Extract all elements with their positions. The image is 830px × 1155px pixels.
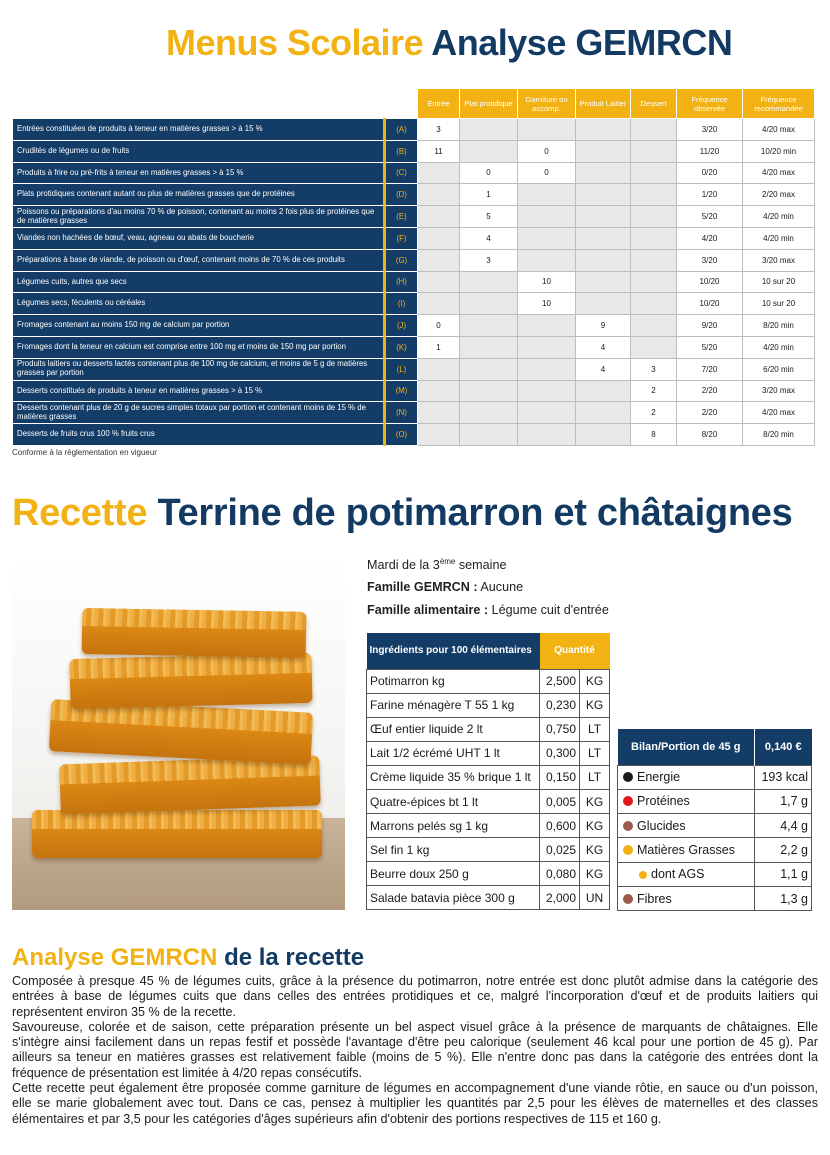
row-code: (G) bbox=[385, 249, 418, 271]
row-cell bbox=[418, 380, 460, 402]
row-code: (L) bbox=[385, 358, 418, 380]
ingredient-unit: LT bbox=[580, 765, 610, 789]
freq-observed: 1/20 bbox=[677, 184, 743, 206]
row-cell bbox=[518, 227, 576, 249]
conformity-note: Conforme à la réglementation en vigueur bbox=[12, 448, 157, 457]
ingredient-row bbox=[367, 765, 610, 789]
bilan-price: 0,140 € bbox=[755, 729, 812, 765]
bilan-nutrient: Matières Grasses bbox=[618, 838, 755, 862]
bullet-dot-icon bbox=[623, 894, 633, 904]
row-cell bbox=[460, 424, 518, 446]
ingredient-row bbox=[367, 741, 610, 765]
bilan-value: 1,1 g bbox=[755, 862, 812, 886]
bilan-row bbox=[618, 838, 812, 862]
bilan-row bbox=[618, 814, 812, 838]
ingredient-name: Quatre-épices bt 1 lt bbox=[367, 789, 540, 813]
row-cell bbox=[418, 206, 460, 228]
row-code: (K) bbox=[385, 336, 418, 358]
row-cell bbox=[576, 119, 631, 141]
recipe-title bbox=[12, 492, 792, 535]
freq-recommended: 4/20 min bbox=[743, 227, 815, 249]
freq-recommended: 8/20 min bbox=[743, 424, 815, 446]
row-cell bbox=[518, 184, 576, 206]
recipe-famille-gemrcn: Famille GEMRCN : Aucune bbox=[367, 580, 524, 594]
row-cell bbox=[418, 271, 460, 293]
ingredient-row bbox=[367, 669, 610, 693]
col-header: Fréquence recommandée bbox=[743, 89, 815, 119]
bilan-table bbox=[617, 729, 812, 911]
row-cell bbox=[518, 206, 576, 228]
row-cell: 4 bbox=[460, 227, 518, 249]
row-cell bbox=[518, 380, 576, 402]
row-cell bbox=[460, 358, 518, 380]
terrine-slice bbox=[49, 699, 313, 765]
freq-recommended: 6/20 min bbox=[743, 358, 815, 380]
ingredient-qty: 0,080 bbox=[540, 862, 580, 886]
freq-recommended: 4/20 max bbox=[743, 119, 815, 141]
row-cell bbox=[418, 358, 460, 380]
row-code: (N) bbox=[385, 402, 418, 424]
bilan-nutrient: dont AGS bbox=[618, 862, 755, 886]
row-cell bbox=[576, 249, 631, 271]
row-cell bbox=[518, 119, 576, 141]
ingredient-name: Potimarron kg bbox=[367, 669, 540, 693]
row-cell: 4 bbox=[576, 358, 631, 380]
row-cell bbox=[631, 293, 677, 315]
bilan-nutrient: Glucides bbox=[618, 814, 755, 838]
row-cell bbox=[631, 315, 677, 337]
row-description: Produits laitiers ou desserts lactés contenant plus de 100 mg de calcium, et moins de 5 g de matières grasses par portion bbox=[13, 358, 385, 380]
gemrcn-row bbox=[13, 184, 815, 206]
row-cell bbox=[576, 293, 631, 315]
row-description: Desserts constitués de produits à teneur en matières grasses > à 15 % bbox=[13, 380, 385, 402]
freq-observed: 9/20 bbox=[677, 315, 743, 337]
row-description: Poissons ou préparations d'au moins 70 % de poisson, contenant au moins 2 fois plus de protéines que de matières grasses bbox=[13, 206, 385, 228]
row-cell bbox=[518, 424, 576, 446]
row-code: (F) bbox=[385, 227, 418, 249]
gemrcn-row bbox=[13, 380, 815, 402]
ingredient-qty: 0,300 bbox=[540, 741, 580, 765]
freq-recommended: 4/20 min bbox=[743, 206, 815, 228]
ingredient-unit: LT bbox=[580, 741, 610, 765]
freq-recommended: 8/20 min bbox=[743, 315, 815, 337]
ingredient-name: Farine ménagère T 55 1 kg bbox=[367, 693, 540, 717]
recipe-photo bbox=[12, 560, 345, 910]
row-description: Viandes non hachées de bœuf, veau, agneau ou abats de boucherie bbox=[13, 227, 385, 249]
row-cell bbox=[576, 424, 631, 446]
freq-observed: 7/20 bbox=[677, 358, 743, 380]
freq-recommended: 10 sur 20 bbox=[743, 293, 815, 315]
ingredient-name: Sel fin 1 kg bbox=[367, 838, 540, 862]
row-cell bbox=[576, 162, 631, 184]
row-description: Produits à frire ou pré-frits à teneur en matières grasses > à 15 % bbox=[13, 162, 385, 184]
row-cell bbox=[576, 206, 631, 228]
analysis-title-part2: de la recette bbox=[224, 944, 365, 971]
row-description: Crudités de légumes ou de fruits bbox=[13, 140, 385, 162]
freq-observed: 3/20 bbox=[677, 119, 743, 141]
gemrcn-row bbox=[13, 424, 815, 446]
row-cell bbox=[418, 184, 460, 206]
row-cell bbox=[460, 271, 518, 293]
freq-observed: 3/20 bbox=[677, 249, 743, 271]
ingredient-unit: UN bbox=[580, 886, 610, 910]
freq-recommended: 10 sur 20 bbox=[743, 271, 815, 293]
row-cell bbox=[460, 402, 518, 424]
row-cell: 0 bbox=[460, 162, 518, 184]
row-cell: 5 bbox=[460, 206, 518, 228]
bullet-dot-icon bbox=[623, 821, 633, 831]
row-cell bbox=[460, 140, 518, 162]
gemrcn-row bbox=[13, 271, 815, 293]
bilan-nutrient: Fibres bbox=[618, 886, 755, 910]
row-cell bbox=[460, 315, 518, 337]
row-cell bbox=[631, 336, 677, 358]
row-cell: 3 bbox=[631, 358, 677, 380]
gemrcn-row bbox=[13, 336, 815, 358]
recipe-title-part2: Terrine de potimarron et châtaignes bbox=[157, 492, 793, 534]
recipe-day: Mardi de la 3ème semaine bbox=[367, 557, 507, 573]
recipe-famille-alimentaire: Famille alimentaire : Légume cuit d'entrée bbox=[367, 603, 609, 617]
row-code: (B) bbox=[385, 140, 418, 162]
row-cell: 10 bbox=[518, 293, 576, 315]
freq-observed: 5/20 bbox=[677, 206, 743, 228]
row-cell bbox=[631, 184, 677, 206]
bilan-row bbox=[618, 886, 812, 910]
ingredient-row bbox=[367, 789, 610, 813]
row-cell: 0 bbox=[418, 315, 460, 337]
freq-observed: 8/20 bbox=[677, 424, 743, 446]
row-description: Desserts de fruits crus 100 % fruits crus bbox=[13, 424, 385, 446]
row-cell bbox=[576, 380, 631, 402]
terrine-slice bbox=[69, 653, 312, 709]
row-cell bbox=[576, 402, 631, 424]
title-part1: Menus Scolaire bbox=[166, 22, 424, 63]
row-description: Entrées constituées de produits à teneur en matières grasses > à 15 % bbox=[13, 119, 385, 141]
row-cell bbox=[631, 119, 677, 141]
row-cell: 3 bbox=[460, 249, 518, 271]
gemrcn-row bbox=[13, 249, 815, 271]
row-cell bbox=[418, 162, 460, 184]
ingredient-qty: 2,500 bbox=[540, 669, 580, 693]
ingredient-name: Marrons pelés sg 1 kg bbox=[367, 814, 540, 838]
row-cell bbox=[460, 293, 518, 315]
freq-observed: 10/20 bbox=[677, 293, 743, 315]
freq-recommended: 4/20 min bbox=[743, 336, 815, 358]
row-cell bbox=[518, 402, 576, 424]
ingredient-name: Beurre doux 250 g bbox=[367, 862, 540, 886]
bullet-dot-icon bbox=[639, 871, 647, 879]
bilan-row bbox=[618, 765, 812, 789]
ingredient-row bbox=[367, 886, 610, 910]
quantity-header: Quantité bbox=[540, 633, 610, 669]
row-cell bbox=[631, 206, 677, 228]
ingredient-qty: 0,005 bbox=[540, 789, 580, 813]
row-cell bbox=[631, 249, 677, 271]
ingredient-qty: 0,230 bbox=[540, 693, 580, 717]
row-cell: 2 bbox=[631, 402, 677, 424]
analysis-paragraph: Composée à presque 45 % de légumes cuits, grâce à la présence du potimarron, notre entrée est donc plutôt admise dans la catégorie des entrées à base de légumes cuits que dans celles des entrées protidiques et ce, malgré l'incorporation d'œuf et de produits laitiers qui représentent environ 35 % de la recette. bbox=[12, 974, 818, 1019]
row-cell bbox=[418, 293, 460, 315]
gemrcn-table bbox=[12, 88, 815, 446]
row-cell: 10 bbox=[518, 271, 576, 293]
row-cell: 8 bbox=[631, 424, 677, 446]
col-header: Fréquence observée bbox=[677, 89, 743, 119]
freq-recommended: 3/20 max bbox=[743, 249, 815, 271]
row-code: (I) bbox=[385, 293, 418, 315]
row-description: Plats protidiques contenant autant ou plus de matières grasses que de protéines bbox=[13, 184, 385, 206]
bilan-value: 1,3 g bbox=[755, 886, 812, 910]
row-cell bbox=[418, 249, 460, 271]
bilan-nutrient: Energie bbox=[618, 765, 755, 789]
bilan-value: 2,2 g bbox=[755, 838, 812, 862]
freq-observed: 0/20 bbox=[677, 162, 743, 184]
row-cell bbox=[518, 249, 576, 271]
row-cell: 2 bbox=[631, 380, 677, 402]
row-code: (C) bbox=[385, 162, 418, 184]
row-cell bbox=[418, 424, 460, 446]
row-cell bbox=[460, 336, 518, 358]
row-cell: 0 bbox=[518, 162, 576, 184]
row-cell bbox=[576, 271, 631, 293]
ingredient-name: Œuf entier liquide 2 lt bbox=[367, 717, 540, 741]
freq-observed: 2/20 bbox=[677, 380, 743, 402]
gemrcn-row bbox=[13, 227, 815, 249]
row-cell bbox=[576, 227, 631, 249]
row-cell bbox=[518, 336, 576, 358]
header-blank bbox=[13, 89, 385, 119]
analysis-title bbox=[12, 944, 364, 972]
bullet-dot-icon bbox=[623, 772, 633, 782]
recipe-title-part1: Recette bbox=[12, 492, 148, 534]
freq-recommended: 10/20 min bbox=[743, 140, 815, 162]
col-header: Dessert bbox=[631, 89, 677, 119]
row-cell bbox=[631, 140, 677, 162]
row-code: (A) bbox=[385, 119, 418, 141]
freq-recommended: 4/20 max bbox=[743, 162, 815, 184]
row-cell bbox=[518, 358, 576, 380]
row-description: Fromages dont la teneur en calcium est comprise entre 100 mg et moins de 150 mg par portion bbox=[13, 336, 385, 358]
row-cell bbox=[631, 162, 677, 184]
row-description: Desserts contenant plus de 20 g de sucres simples totaux par portion et contenant moins de 15 % de matières grasses bbox=[13, 402, 385, 424]
row-code: (D) bbox=[385, 184, 418, 206]
row-cell bbox=[418, 227, 460, 249]
terrine-slice bbox=[59, 755, 321, 814]
title-part2: Analyse GEMRCN bbox=[431, 22, 733, 63]
row-code: (E) bbox=[385, 206, 418, 228]
row-cell bbox=[418, 402, 460, 424]
bilan-header: Bilan/Portion de 45 g bbox=[618, 729, 755, 765]
bilan-row bbox=[618, 789, 812, 813]
ingredient-row bbox=[367, 862, 610, 886]
freq-observed: 10/20 bbox=[677, 271, 743, 293]
ingredient-name: Salade batavia pièce 300 g bbox=[367, 886, 540, 910]
ingredient-qty: 0,150 bbox=[540, 765, 580, 789]
gemrcn-row bbox=[13, 315, 815, 337]
row-cell: 4 bbox=[576, 336, 631, 358]
row-code: (H) bbox=[385, 271, 418, 293]
terrine-slice bbox=[32, 810, 322, 858]
row-cell bbox=[460, 119, 518, 141]
gemrcn-row bbox=[13, 293, 815, 315]
header-blank bbox=[385, 89, 418, 119]
row-description: Légumes cuits, autres que secs bbox=[13, 271, 385, 293]
freq-observed: 5/20 bbox=[677, 336, 743, 358]
col-header: Entrée bbox=[418, 89, 460, 119]
row-cell bbox=[518, 315, 576, 337]
ingredient-qty: 0,600 bbox=[540, 814, 580, 838]
ingredient-row bbox=[367, 693, 610, 717]
col-header: Plat protidique bbox=[460, 89, 518, 119]
row-cell bbox=[460, 380, 518, 402]
bilan-value: 193 kcal bbox=[755, 765, 812, 789]
row-code: (O) bbox=[385, 424, 418, 446]
col-header: Produit Laitier bbox=[576, 89, 631, 119]
gemrcn-row bbox=[13, 402, 815, 424]
row-cell: 11 bbox=[418, 140, 460, 162]
ingredient-unit: LT bbox=[580, 717, 610, 741]
row-cell bbox=[631, 227, 677, 249]
ingredient-name: Lait 1/2 écrémé UHT 1 lt bbox=[367, 741, 540, 765]
freq-observed: 4/20 bbox=[677, 227, 743, 249]
row-cell bbox=[631, 271, 677, 293]
row-cell: 1 bbox=[418, 336, 460, 358]
ingredient-unit: KG bbox=[580, 838, 610, 862]
freq-observed: 2/20 bbox=[677, 402, 743, 424]
gemrcn-body bbox=[13, 119, 815, 446]
analysis-paragraph: Cette recette peut également être proposée comme garniture de légumes en accompagnement d'une viande rôtie, en sauce ou d'un poisson, elle se marie globalement avec tout. Dans ce cas, pensez à multiplier les quantités par 2,5 pour les élèves de maternelles et des classes élémentaires et par 3,5 pour les catégories d'âges supérieurs afin d'obtenir des portions respectives de 115 et 160 g. bbox=[12, 1081, 818, 1126]
gemrcn-row bbox=[13, 358, 815, 380]
ingredient-unit: KG bbox=[580, 693, 610, 717]
freq-recommended: 2/20 max bbox=[743, 184, 815, 206]
freq-recommended: 3/20 max bbox=[743, 380, 815, 402]
ingredient-row bbox=[367, 838, 610, 862]
row-description: Légumes secs, féculents ou céréales bbox=[13, 293, 385, 315]
row-cell bbox=[576, 184, 631, 206]
bilan-row bbox=[618, 862, 812, 886]
ingredient-qty: 2,000 bbox=[540, 886, 580, 910]
row-code: (M) bbox=[385, 380, 418, 402]
gemrcn-row bbox=[13, 140, 815, 162]
bilan-value: 4,4 g bbox=[755, 814, 812, 838]
col-header: Garniture ou accomp. bbox=[518, 89, 576, 119]
ingredient-unit: KG bbox=[580, 789, 610, 813]
ingredient-qty: 0,750 bbox=[540, 717, 580, 741]
analysis-text bbox=[12, 974, 818, 1127]
terrine-slice bbox=[82, 608, 307, 658]
row-description: Préparations à base de viande, de poisson ou d'œuf, contenant moins de 70 % de ces produits bbox=[13, 249, 385, 271]
gemrcn-row bbox=[13, 162, 815, 184]
row-code: (J) bbox=[385, 315, 418, 337]
bullet-dot-icon bbox=[623, 796, 633, 806]
freq-recommended: 4/20 max bbox=[743, 402, 815, 424]
ingredient-qty: 0,025 bbox=[540, 838, 580, 862]
bilan-value: 1,7 g bbox=[755, 789, 812, 813]
ingredient-row bbox=[367, 814, 610, 838]
row-cell bbox=[576, 140, 631, 162]
ingredient-unit: KG bbox=[580, 862, 610, 886]
row-cell: 9 bbox=[576, 315, 631, 337]
gemrcn-row bbox=[13, 119, 815, 141]
ingredients-table bbox=[366, 633, 610, 910]
ingredient-name: Crème liquide 35 % brique 1 lt bbox=[367, 765, 540, 789]
gemrcn-row bbox=[13, 206, 815, 228]
row-description: Fromages contenant au moins 150 mg de calcium par portion bbox=[13, 315, 385, 337]
ingredient-unit: KG bbox=[580, 669, 610, 693]
ingredients-header: Ingrédients pour 100 élémentaires bbox=[367, 633, 540, 669]
row-cell: 3 bbox=[418, 119, 460, 141]
analysis-paragraph: Savoureuse, colorée et de saison, cette préparation présente un bel aspect visuel grâce à la présence de marquants de châtaignes. Elle s'intègre ainsi facilement dans un repas festif et possède l'avantage d'être peu calorique (seulement 46 kcal pour une portion de 45 g). Par ailleurs sa teneur en matières grasses est relativement faible (moins de 5 %). Elle n'entre donc pas dans la catégorie des entrées dont la fréquence de présentation est limitée à 4/20 repas consécutifs. bbox=[12, 1019, 818, 1080]
bilan-nutrient: Protéines bbox=[618, 789, 755, 813]
gemrcn-header-row bbox=[13, 89, 815, 119]
row-cell: 1 bbox=[460, 184, 518, 206]
row-cell: 0 bbox=[518, 140, 576, 162]
analysis-title-part1: Analyse GEMRCN bbox=[12, 944, 218, 971]
bullet-dot-icon bbox=[623, 845, 633, 855]
ingredient-unit: KG bbox=[580, 814, 610, 838]
ingredient-row bbox=[367, 717, 610, 741]
page-title bbox=[166, 22, 732, 64]
freq-observed: 11/20 bbox=[677, 140, 743, 162]
